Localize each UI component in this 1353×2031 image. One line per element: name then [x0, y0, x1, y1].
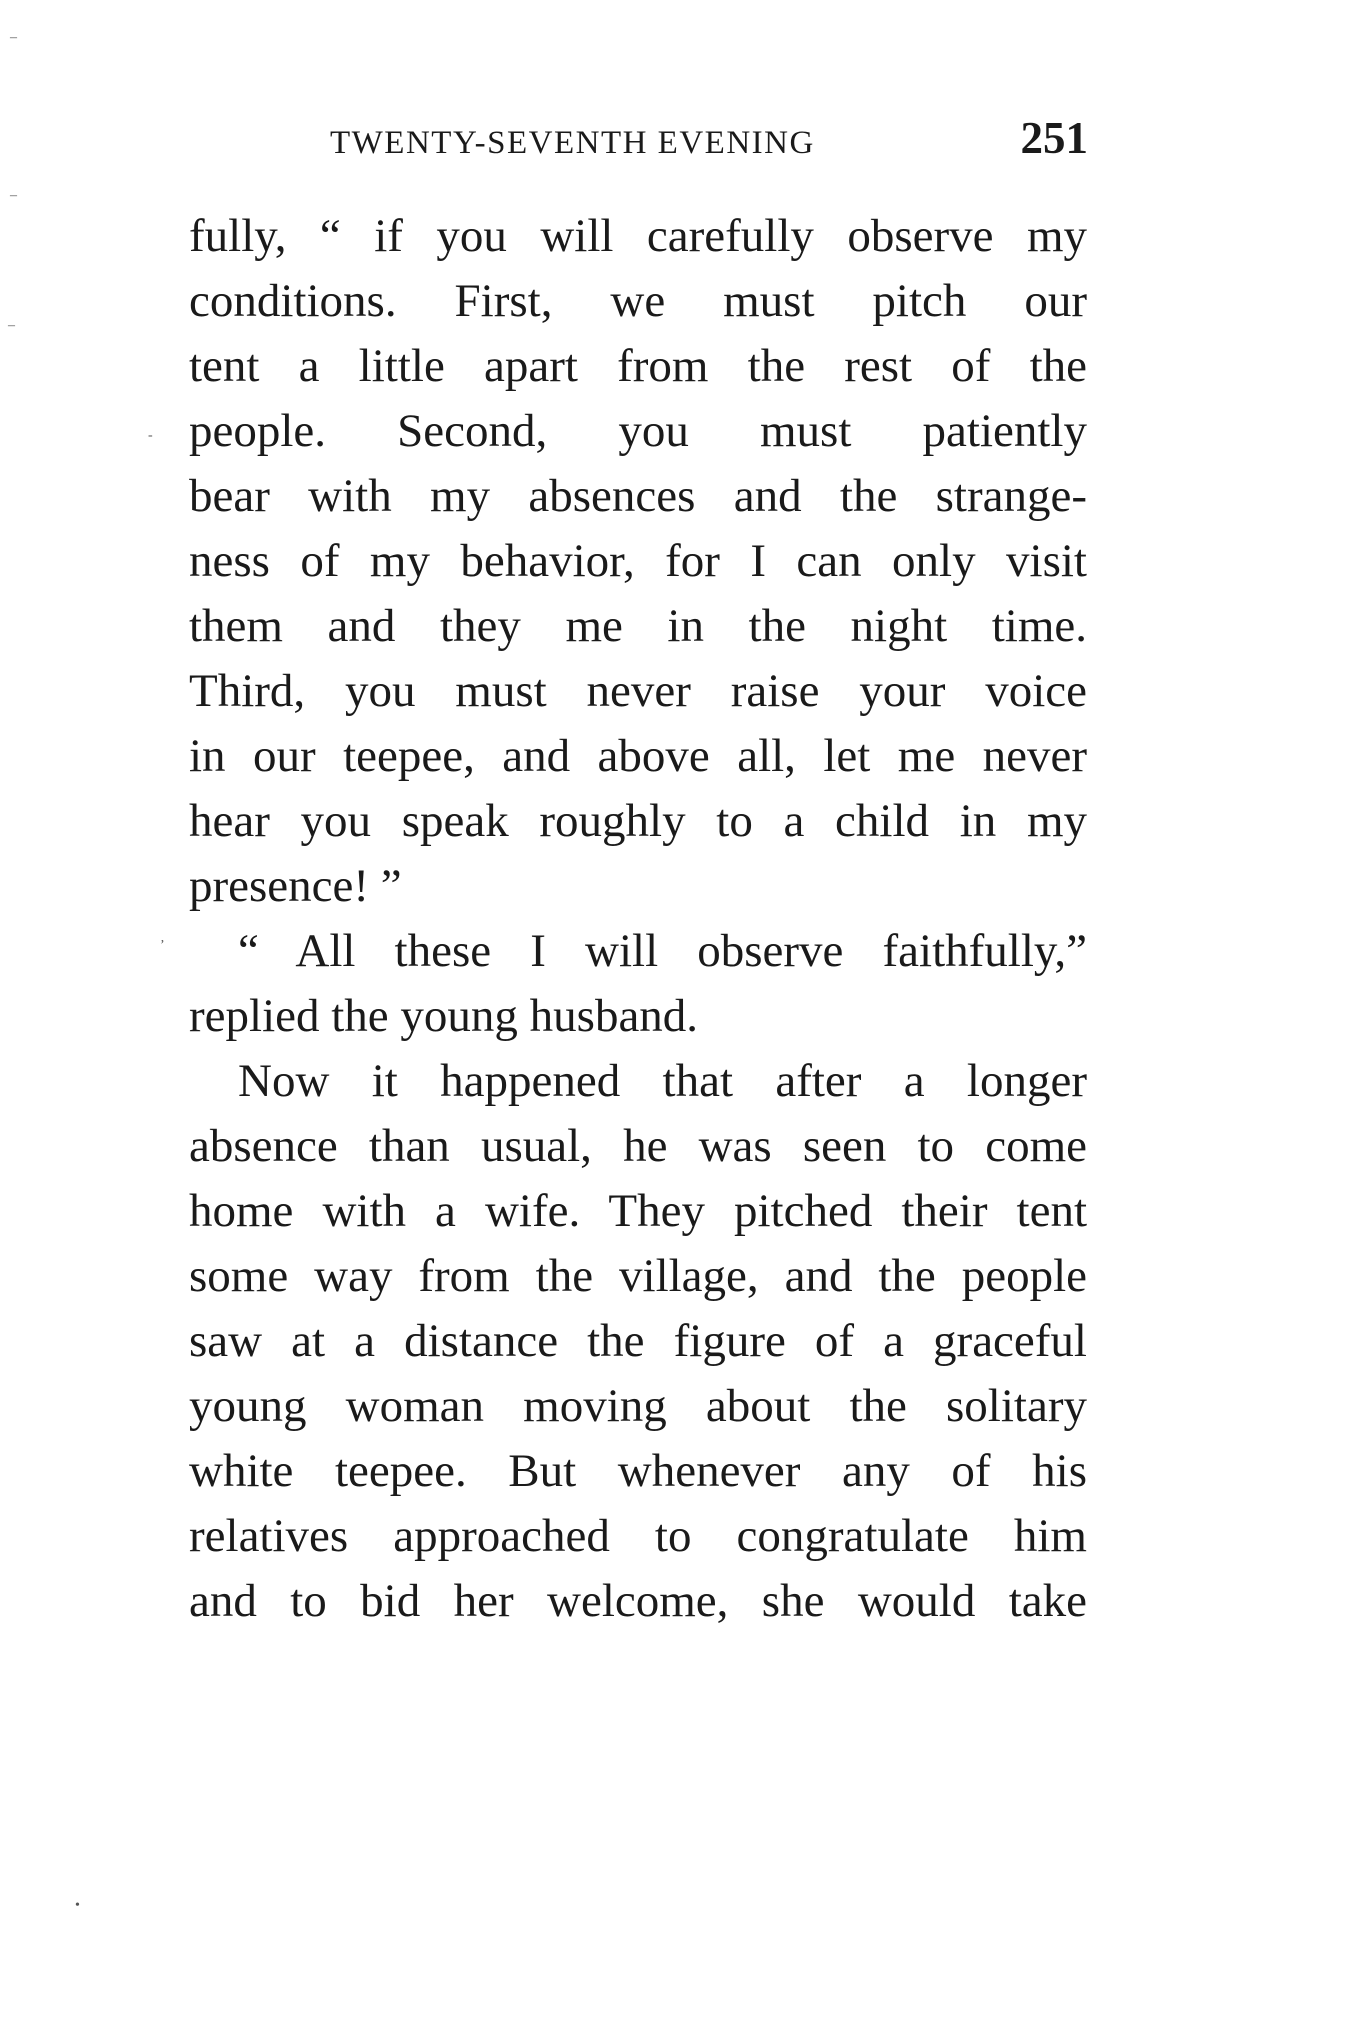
text-line: “ All these I will observe faithfully,”: [238, 925, 1087, 977]
scan-speck: -: [148, 428, 153, 443]
text-line: young woman moving about the solitary: [189, 1380, 1087, 1432]
text-line: conditions. First, we must pitch our: [189, 275, 1087, 327]
text-line: fully, “ if you will carefully observe my: [189, 210, 1087, 262]
scan-speck: –: [10, 30, 17, 45]
scan-speck: •: [75, 1898, 80, 1913]
running-head: TWENTY-SEVENTH EVENING: [330, 125, 815, 161]
page-header: [330, 112, 1088, 172]
text-line: them and they me in the night time.: [189, 600, 1087, 652]
text-line: absence than usual, he was seen to come: [189, 1120, 1087, 1172]
text-line: ness of my behavior, for I can only visit: [189, 535, 1087, 587]
text-line: home with a wife. They pitched their tent: [189, 1185, 1087, 1237]
text-line: hear you speak roughly to a child in my: [189, 795, 1087, 847]
text-line: in our teepee, and above all, let me never: [189, 730, 1087, 782]
scan-speck: –: [8, 318, 15, 333]
text-line: relatives approached to congratulate him: [189, 1510, 1087, 1562]
text-line: tent a little apart from the rest of the: [189, 340, 1087, 392]
text-line: and to bid her welcome, she would take: [189, 1575, 1087, 1627]
scan-speck: ’: [160, 938, 165, 953]
text-line: some way from the village, and the people: [189, 1250, 1087, 1302]
text-line: replied the young husband.: [189, 990, 699, 1042]
scan-speck: –: [10, 188, 17, 203]
text-line: white teepee. But whenever any of his: [189, 1445, 1087, 1497]
text-line: Now it happened that after a longer: [238, 1055, 1087, 1107]
text-line: Third, you must never raise your voice: [189, 665, 1087, 717]
text-line: saw at a distance the figure of a graceful: [189, 1315, 1087, 1367]
page-number: 251: [1020, 113, 1088, 163]
text-line: presence! ”: [189, 860, 402, 912]
text-line: people. Second, you must patiently: [189, 405, 1087, 457]
text-line: bear with my absences and the strange-: [189, 470, 1087, 522]
